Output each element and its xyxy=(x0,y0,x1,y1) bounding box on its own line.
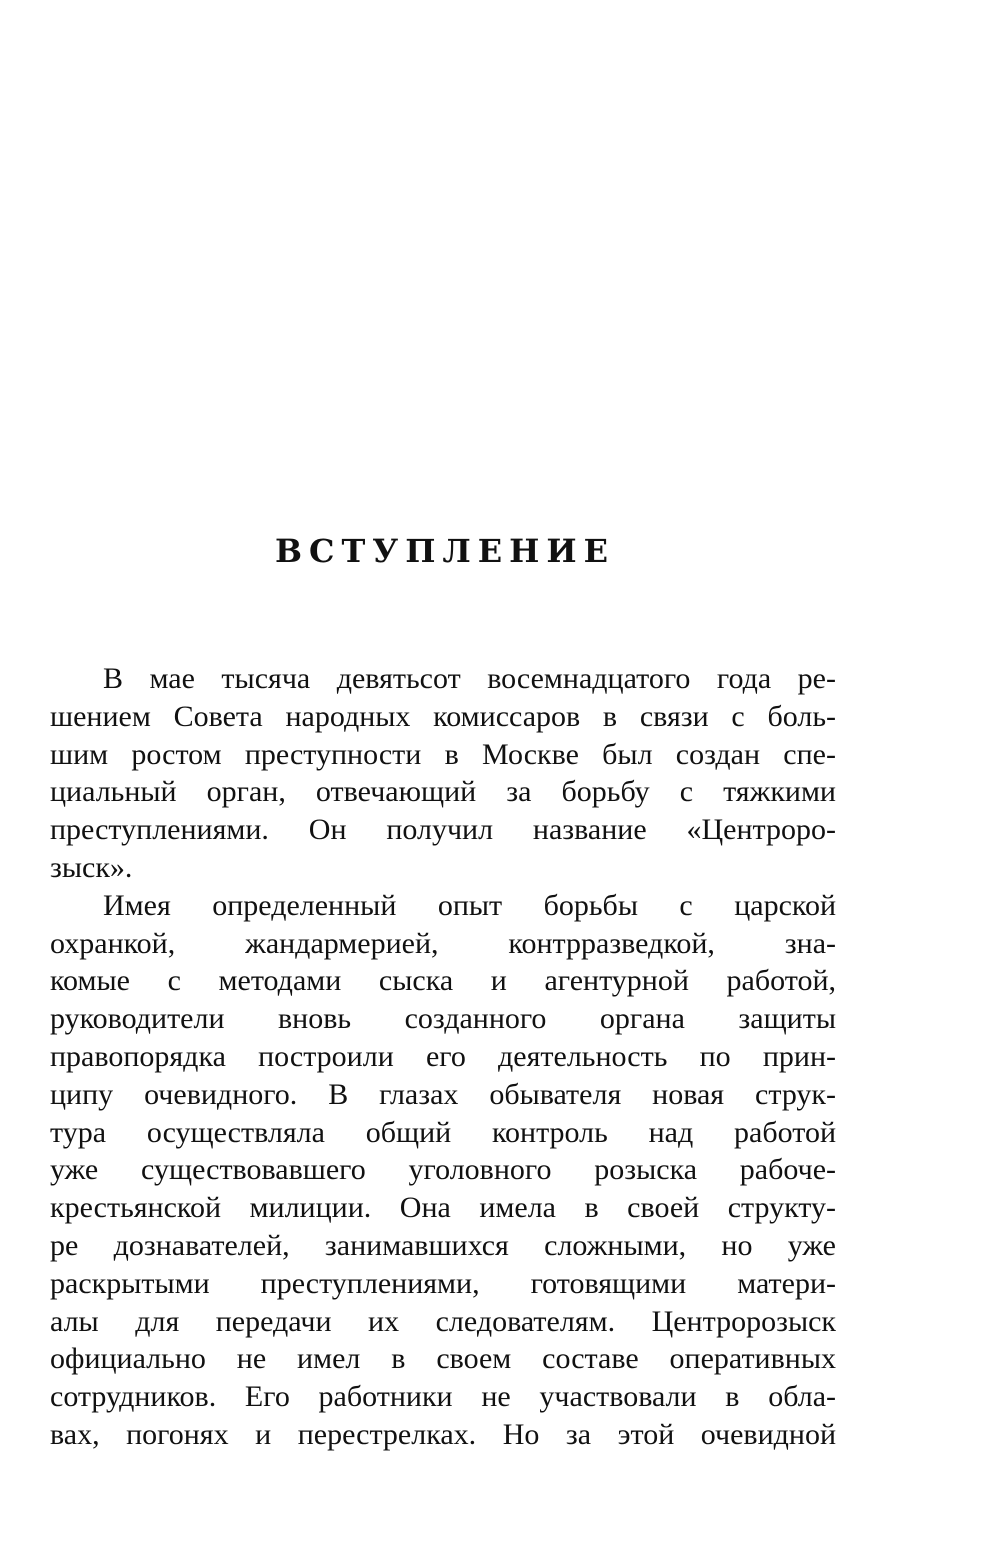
text-line: алы для передачи их следователям. Центророзыск xyxy=(50,1304,836,1338)
text-line: циальный орган, отвечающий за борьбу с тяжкими xyxy=(50,775,836,809)
text-line: комые с методами сыска и агентурной работой, xyxy=(50,964,836,998)
text-line: В мае тысяча девятьсот восемнадцатого года ре- xyxy=(103,662,836,695)
text-line: официально не имел в своем составе оперативных xyxy=(50,1342,836,1376)
text-line: шим ростом преступности в Москве был создан спе- xyxy=(50,737,836,771)
text-line: охранкой, жандармерией, контрразведкой, зна- xyxy=(50,926,836,960)
text-line: крестьянской милиции. Она имела в своей структу- xyxy=(50,1191,836,1225)
text-line: ре дознавателей, занимавшихся сложными, но уже xyxy=(50,1228,836,1262)
text-line: тура осуществляла общий контроль над работой xyxy=(50,1115,836,1149)
text-line: Имея определенный опыт борьбы с царской xyxy=(103,888,836,922)
text-line: ципу очевидного. В глазах обывателя новая струк- xyxy=(50,1077,836,1111)
text-line: руководители вновь созданного органа защиты xyxy=(50,1002,836,1036)
text-line: шением Совета народных комиссаров в связи с боль- xyxy=(50,699,836,733)
text-line: правопорядка построили его деятельность по прин- xyxy=(50,1039,836,1073)
text-line: сотрудников. Его работники не участвовали в обла- xyxy=(50,1380,836,1414)
text-line: уже существовавшего уголовного розыска рабоче- xyxy=(50,1153,836,1187)
text-line: преступлениями. Он получил название «Центроро- xyxy=(50,813,836,847)
text-line: вах, погонях и перестрелках. Но за этой очевидной xyxy=(50,1417,836,1451)
body-text xyxy=(50,660,836,1454)
text-line: зыск». xyxy=(50,850,133,884)
chapter-heading: ВСТУПЛЕНИЕ xyxy=(274,532,616,570)
text-line: раскрытыми преступлениями, готовящими матери- xyxy=(50,1266,836,1300)
